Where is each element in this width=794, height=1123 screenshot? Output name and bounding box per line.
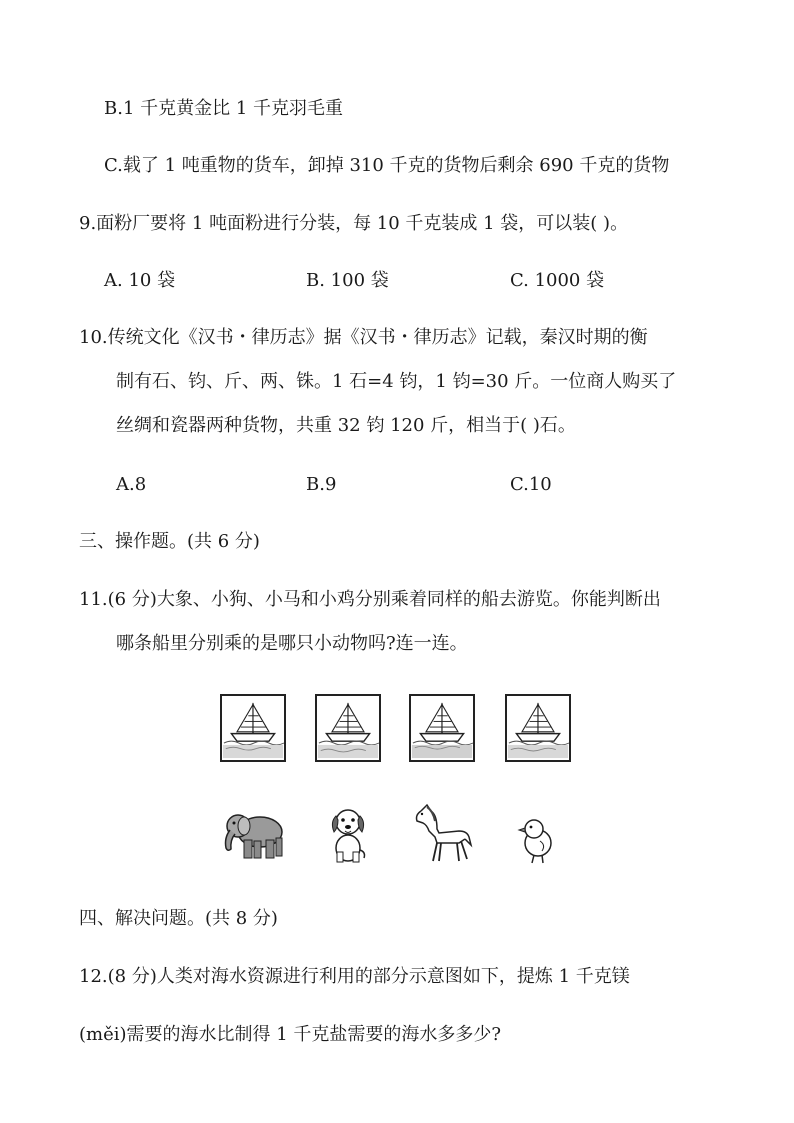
- q10-line-3: 丝绸和瓷器两种货物，共重 32 钧 120 斤，相当于( )石。: [116, 415, 576, 436]
- q10-option-b: B.9: [306, 474, 337, 495]
- elephant-picture[interactable]: [222, 808, 286, 862]
- elephant-icon: [222, 808, 286, 862]
- q11-line-2: 哪条船里分别乘的是哪只小动物吗?连一连。: [116, 633, 468, 654]
- q8-option-c: C.载了 1 吨重物的货车，卸掉 310 千克的货物后剩余 690 千克的货物: [104, 155, 670, 176]
- section-3-heading: 三、操作题。(共 6 分): [79, 531, 260, 552]
- q9-option-b: B. 100 袋: [306, 270, 389, 291]
- boat-card-1[interactable]: [220, 694, 286, 762]
- q10-option-a: A.8: [116, 474, 147, 495]
- q10-line-1: 10.传统文化《汉书・律历志》据《汉书・律历志》记载，秦汉时期的衡: [79, 327, 648, 348]
- sailboat-icon: [411, 696, 473, 760]
- chick-icon: [516, 815, 556, 865]
- dog-picture[interactable]: [328, 806, 368, 864]
- dog-icon: [328, 806, 368, 864]
- q10-line-2: 制有石、钧、斤、两、铢。1 石=4 钧，1 钧=30 斤。一位商人购买了: [116, 371, 677, 392]
- horse-icon: [413, 803, 475, 865]
- q8-option-b: B.1 千克黄金比 1 千克羽毛重: [104, 98, 344, 119]
- sailboat-icon: [317, 696, 379, 760]
- boat-card-3[interactable]: [409, 694, 475, 762]
- q12-line-1: 12.(8 分)人类对海水资源进行利用的部分示意图如下，提炼 1 千克镁: [79, 966, 630, 987]
- sailboat-icon: [222, 696, 284, 760]
- q11-line-1: 11.(6 分)大象、小狗、小马和小鸡分别乘着同样的船去游览。你能判断出: [79, 589, 661, 610]
- sailboat-icon: [507, 696, 569, 760]
- chick-picture[interactable]: [516, 815, 556, 865]
- q9-stem: 9.面粉厂要将 1 吨面粉进行分装，每 10 千克装成 1 袋，可以装( )。: [79, 213, 629, 234]
- section-4-heading: 四、解决问题。(共 8 分): [79, 908, 278, 929]
- horse-picture[interactable]: [413, 803, 475, 865]
- boat-card-2[interactable]: [315, 694, 381, 762]
- q9-option-a: A. 10 袋: [104, 270, 176, 291]
- q9-option-c: C. 1000 袋: [510, 270, 605, 291]
- boat-card-4[interactable]: [505, 694, 571, 762]
- q10-option-c: C.10: [510, 474, 552, 495]
- q12-line-2: (měi)需要的海水比制得 1 千克盐需要的海水多多少?: [79, 1024, 502, 1045]
